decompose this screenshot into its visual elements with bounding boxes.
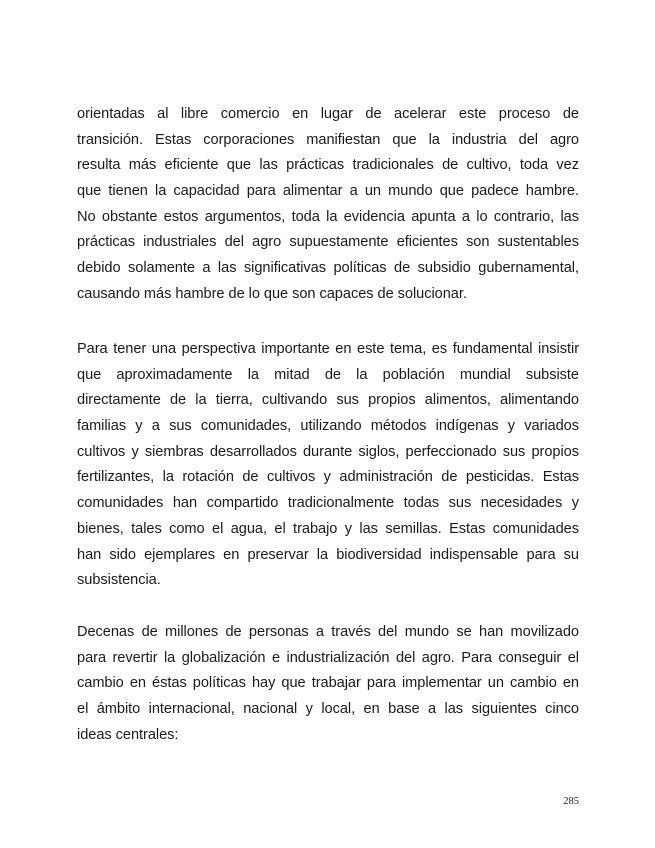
paragraph-line: directamente de la tierra, cultivando sus propios alimentos, alimentando [77,392,579,409]
paragraph-line: para revertir la globalización e industrialización del agro. Para conseguir el [77,649,579,666]
paragraph-line: que aproximadamente la mitad de la población mundial subsiste [77,366,579,383]
paragraph-line: fertilizantes, la rotación de cultivos y administración de pesticidas. Estas [77,469,579,486]
paragraph-3 [77,620,579,748]
paragraph-line: han sido ejemplares en preservar la biodiversidad indispensable para su [77,546,579,563]
paragraph-line: cambio en éstas políticas hay que trabajar para implementar un cambio en [77,675,579,692]
paragraph-1 [77,102,579,308]
paragraph-line: cultivos y siembras desarrollados durante siglos, perfeccionado sus propios [77,443,579,460]
paragraph-line: que tienen la capacidad para alimentar a un mundo que padece hambre. [77,183,579,200]
paragraph-line: prácticas industriales del agro supuestamente eficientes son sustentables [77,234,579,251]
paragraph-line: orientadas al libre comercio en lugar de acelerar este proceso de [77,106,579,122]
paragraph-2 [77,337,579,594]
paragraph-line: transición. Estas corporaciones manifiestan que la industria del agro [77,131,579,148]
paragraph-line: comunidades han compartido tradicionalmente todas sus necesidades y [77,495,579,512]
paragraph-line: resulta más eficiente que las prácticas tradicionales de cultivo, toda vez [77,157,579,174]
paragraph-line: bienes, tales como el agua, el trabajo y las semillas. Estas comunidades [77,520,579,537]
paragraph-line: Para tener una perspectiva importante en este tema, es fundamental insistir [77,341,579,357]
paragraph-line: debido solamente a las significativas políticas de subsidio gubernamental, [77,260,579,277]
paragraph-line: causando más hambre de lo que son capaces de solucionar. [77,285,467,302]
paragraph-line: familias y a sus comunidades, utilizando métodos indígenas y variados [77,418,579,435]
paragraph-line: el ámbito internacional, nacional y local, en base a las siguientes cinco [77,701,579,718]
paragraph-line: Decenas de millones de personas a través del mundo se han movilizado [77,624,579,640]
paragraph-line: ideas centrales: [77,726,179,743]
page-number: 285 [563,796,579,807]
paragraph-line: No obstante estos argumentos, toda la evidencia apunta a lo contrario, las [77,208,579,225]
paragraph-line: subsistencia. [77,572,161,589]
